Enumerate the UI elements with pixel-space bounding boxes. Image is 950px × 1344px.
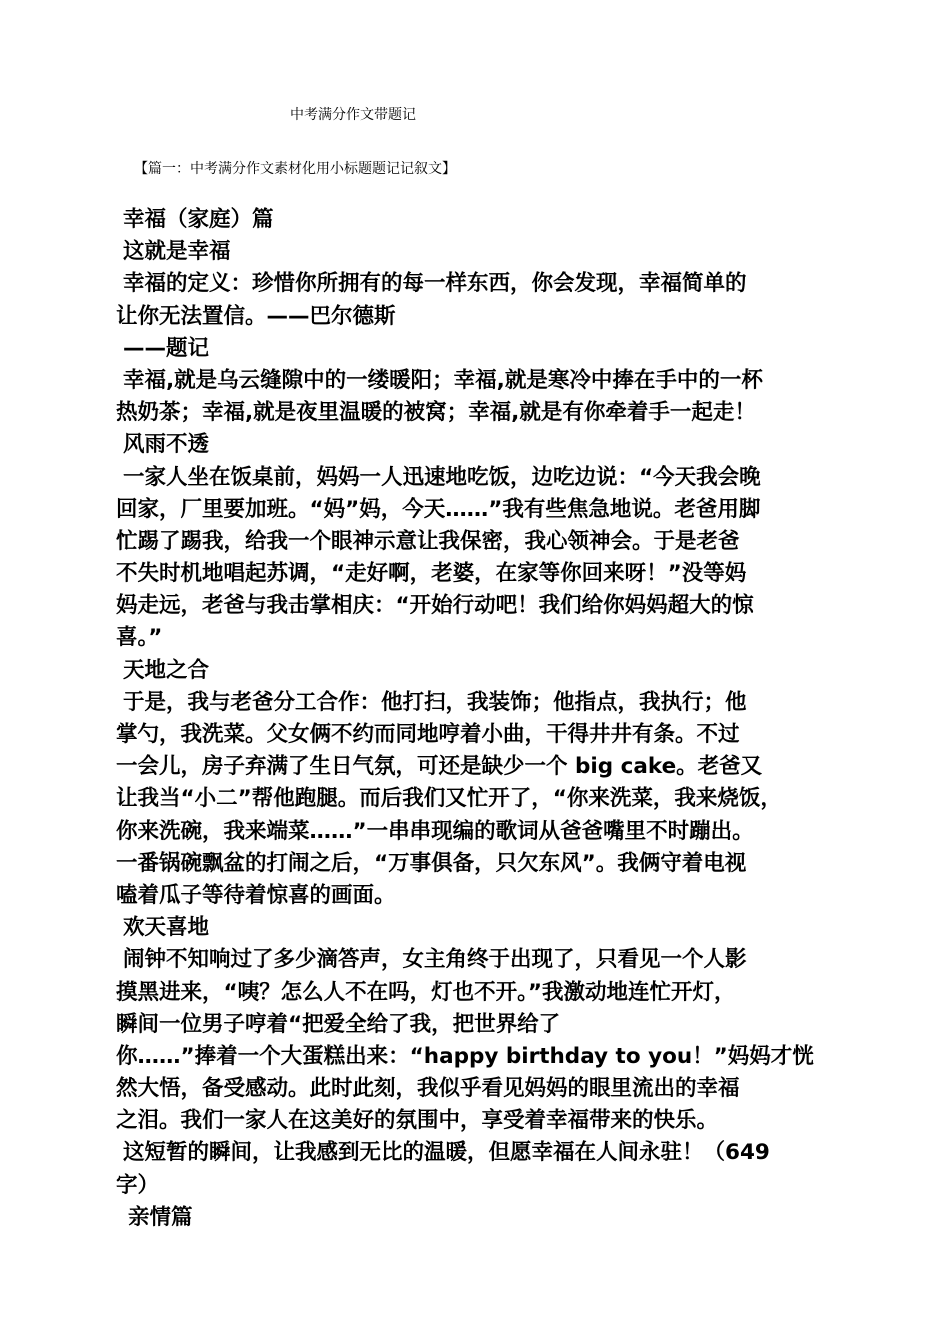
text-line: 幸福,就是乌云缝隙中的一缕暖阳；幸福,就是寒冷中捧在手中的一杯 <box>123 367 763 393</box>
text-line: 闹钟不知响过了多少滴答声，女主角终于出现了，只看见一个人影 <box>123 947 747 973</box>
text-line: 一会儿，房子弃满了生日气氛，可还是缺少一个 big cake。老爸又 <box>116 754 763 780</box>
subheading: 风雨不透 <box>123 432 210 458</box>
section-heading: 幸福（家庭）篇 <box>123 207 274 232</box>
text-line: 掌勺，我洗菜。父女俩不约而同地哼着小曲，干得井井有条。不过 <box>116 722 740 747</box>
text-line: 于是，我与老爸分工合作：他打扫，我装饰；他指点，我执行；他 <box>123 689 747 715</box>
text-line: 回家，厂里要加班。“妈”妈，今天……”我有些焦急地说。老爸用脚 <box>116 496 761 522</box>
text-line: 你来洗碗，我来端菜……”一串串现编的歌词从爸爸嘴里不时蹦出。 <box>116 818 754 844</box>
document-subtitle: 【篇一：中考满分作文素材化用小标题题记记叙文】 <box>134 161 456 177</box>
text-line: 然大悟，备受感动。此时此刻，我似乎看见妈妈的眼里流出的幸福 <box>116 1076 740 1102</box>
text-line: 不失时机地唱起苏调，“走好啊，老婆，在家等你回来呀！”没等妈 <box>116 561 747 587</box>
text-line: 摸黑进来，“咦？怎么人不在吗，灯也不开。”我激动地连忙开灯， <box>116 979 736 1005</box>
document-title: 中考满分作文带题记 <box>290 107 416 123</box>
text-line: 喜。” <box>116 625 163 651</box>
text-line: 让你无法置信。——巴尔德斯 <box>116 303 396 329</box>
text-line: 忙踢了踢我，给我一个眼神示意让我保密，我心领神会。于是老爸 <box>116 528 740 554</box>
subheading: 天地之合 <box>123 657 210 683</box>
text-line: 热奶茶；幸福,就是夜里温暖的被窝；幸福,就是有你牵着手一起走！ <box>116 400 756 426</box>
text-line: 之泪。我们一家人在这美好的氛围中，享受着幸福带来的快乐。 <box>116 1108 719 1134</box>
text-line: 这短暂的瞬间，让我感到无比的温暖，但愿幸福在人间永驻！（649 <box>123 1140 770 1166</box>
document-body <box>116 204 846 1234</box>
text-line: 让我当“小二”帮他跑腿。而后我们又忙开了，“你来洗菜，我来烧饭， <box>116 786 782 812</box>
text-line: 一家人坐在饭桌前，妈妈一人迅速地吃饭，边吃边说：“今天我会晚 <box>123 464 761 490</box>
text-line: 一番锅碗飘盆的打闹之后，“万事俱备，只欠东风”。我俩守着电视 <box>116 850 747 876</box>
text-line: 妈走远，老爸与我击掌相庆：“开始行动吧！我们给你妈妈超大的惊 <box>116 593 754 619</box>
text-line: 幸福的定义：珍惜你所拥有的每一样东西，你会发现，幸福简单的 <box>123 271 747 297</box>
subheading: 欢天喜地 <box>123 915 210 941</box>
text-line: 嗑着瓜子等待着惊喜的画面。 <box>116 882 396 908</box>
essay-title: 这就是幸福 <box>123 239 231 265</box>
text-line: ——题记 <box>123 335 210 361</box>
text-line: 你……”捧着一个大蛋糕出来：“happy birthday to you！”妈妈才恍 <box>116 1043 814 1069</box>
text-line: 瞬间一位男子哼着“把爱全给了我，把世界给了 <box>116 1011 561 1037</box>
text-line: 字） <box>116 1172 160 1198</box>
section-heading: 亲情篇 <box>128 1204 193 1230</box>
